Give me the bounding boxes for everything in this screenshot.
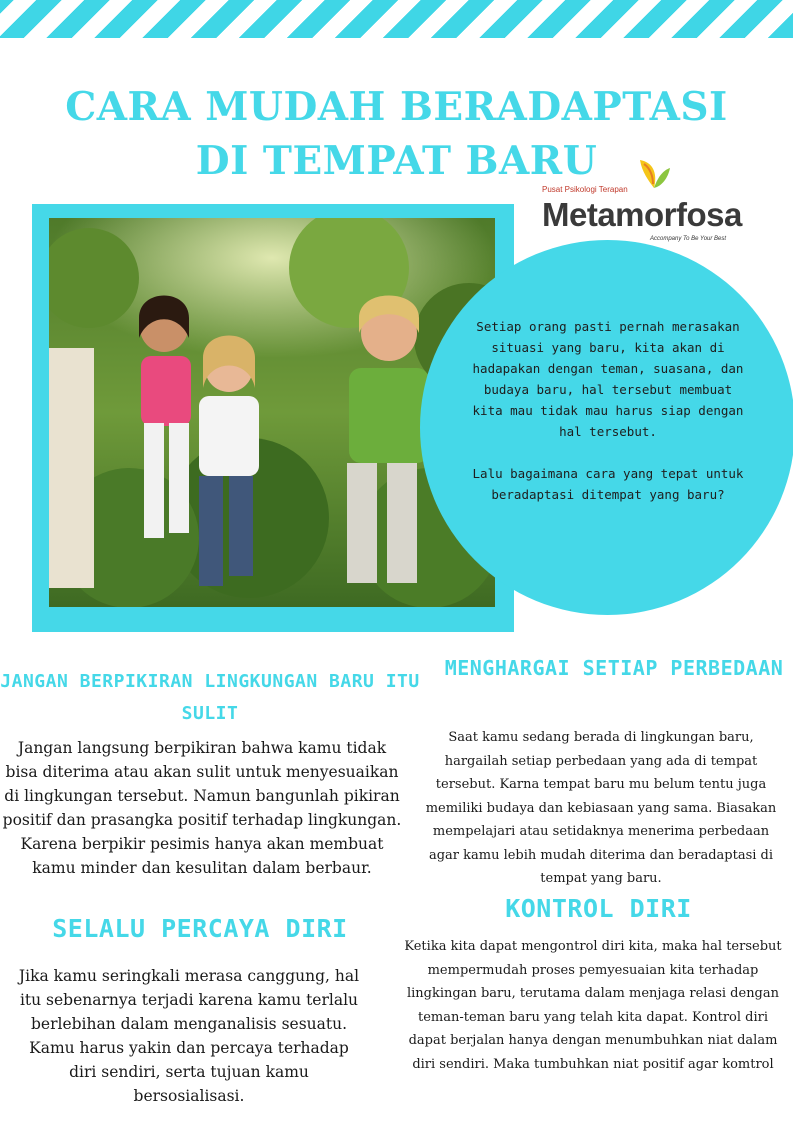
top-stripe-banner bbox=[0, 0, 793, 38]
section-heading-confidence: SELALU PERCAYA DIRI bbox=[52, 914, 348, 943]
logo-wordmark: Metamorfosa bbox=[542, 196, 742, 233]
page-title-line-2: DI TEMPAT BARU bbox=[195, 138, 598, 184]
logo-tagline-bottom: Accompany To Be Your Best bbox=[650, 236, 727, 242]
metamorfosa-logo bbox=[542, 158, 772, 248]
intro-paragraph-1: Setiap orang pasti pernah merasakan situasi yang baru, kita akan di hadapakan dengan teman, suasana, dan budaya baru, hal tersebut membuat kita mau tidak mau harus siap dengan hal tersebut. bbox=[472, 319, 744, 439]
section-paragraph: Jangan langsung berpikiran bahwa kamu tidak bisa diterima atau akan sulit untuk menyesuaikan di lingkungan tersebut. Namun bangunlah pikiran positif dan prasangka positif terhadap lingkungan. Karena berpikir pesimis hanya akan membuat kamu minder dan kesulitan dalam berbaur. bbox=[2, 739, 402, 877]
intro-paragraph-2: Lalu bagaimana cara yang tepat untuk beradaptasi ditempat yang baru? bbox=[472, 466, 744, 502]
section-body-confidence bbox=[14, 964, 364, 1108]
section-paragraph: Ketika kita dapat mengontrol diri kita, maka hal tersebut mempermudah proses pemyesuaian kita terhadap lingkingan baru, terutama dalam menjaga relasi dengan teman-teman baru yang telah kita dapat. Kontrol diri dapat berjalan hanya dengan menumbuhkan niat dalam diri sendiri. Maka tumbuhkan niat positif agar komtrol bbox=[404, 939, 782, 1072]
section-body-self-control bbox=[402, 935, 784, 1076]
logo-tagline-top: Pusat Psikologi Terapan bbox=[542, 185, 628, 194]
section-body-respect-differences bbox=[418, 726, 784, 891]
butterfly-wing-icon bbox=[632, 158, 672, 198]
page-title-line-1: CARA MUDAH BERADAPTASI bbox=[65, 84, 728, 130]
section-body-positive-thinking bbox=[0, 736, 404, 880]
section-paragraph: Saat kamu sedang berada di lingkungan baru, hargailah setiap perbedaan yang ada di tempat tersebut. Karna tempat baru mu belum tentu juga memiliki budaya dan kebiasaan yang sama. Biasakan mempelajari atau setidaknya menerima perbedaan agar kamu lebih mudah diterima dan beradaptasi di tempat yang baru. bbox=[425, 730, 777, 886]
section-heading-respect-differences: MENGHARGAI SETIAP PERBEDAAN bbox=[444, 656, 784, 680]
intro-text bbox=[468, 316, 748, 526]
section-heading-self-control: KONTROL DIRI bbox=[505, 894, 692, 923]
section-paragraph: Jika kamu seringkali merasa canggung, hal itu sebenarnya terjadi karena kamu terlalu berlebihan dalam menganalisis sesuatu. Kamu harus yakin dan percaya terhadap diri sendiri, serta tujuan kamu bersosialisasi. bbox=[18, 967, 360, 1105]
section-heading-positive-thinking: JANGAN BERPIKIRAN LINGKUNGAN BARU ITU SULIT bbox=[0, 671, 420, 724]
